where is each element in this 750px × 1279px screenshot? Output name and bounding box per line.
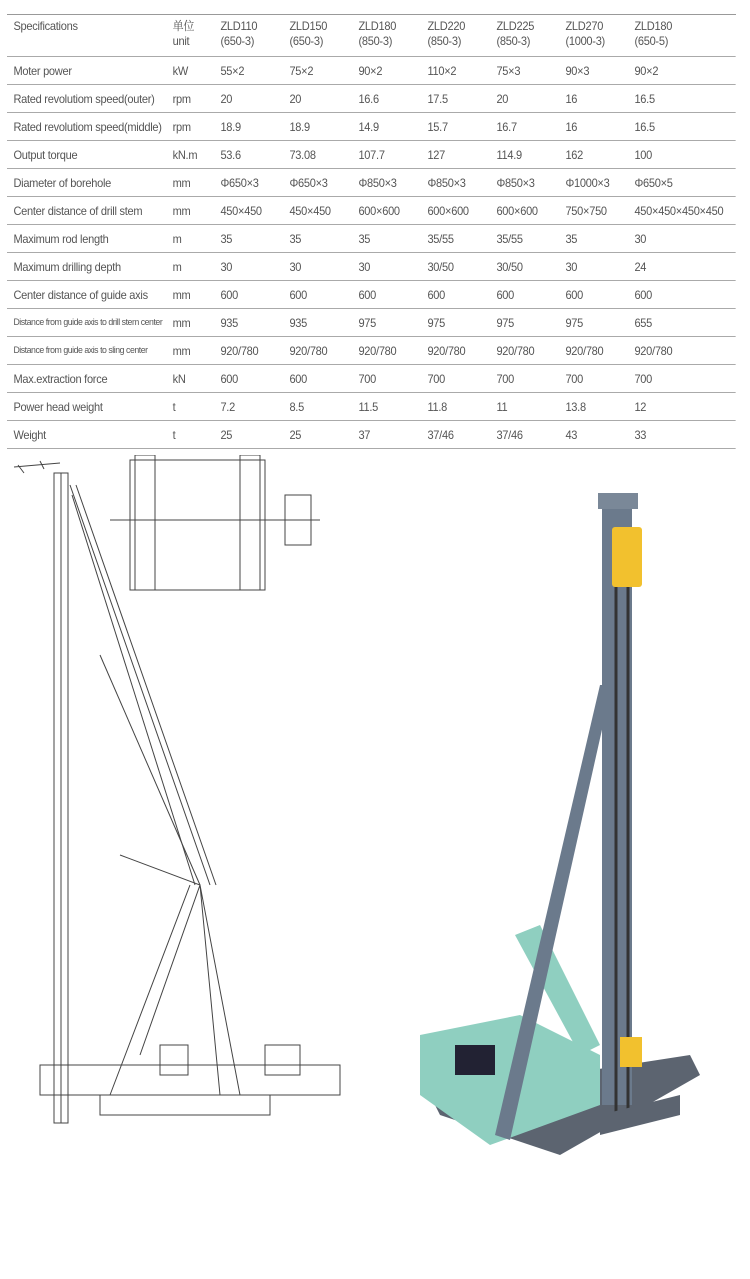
value-cell: 920/780 xyxy=(565,343,604,358)
value-cell: 35 xyxy=(565,231,578,246)
value-cell: 600×600 xyxy=(496,203,538,218)
table-row xyxy=(7,225,736,253)
value-cell: 600 xyxy=(358,287,377,302)
value-cell: 600 xyxy=(220,371,239,386)
value-cell: 16.6 xyxy=(358,91,379,106)
model-header xyxy=(358,19,427,49)
value-cell: 655 xyxy=(634,315,653,330)
value-cell: 600 xyxy=(634,287,653,302)
value-cell: 30/50 xyxy=(427,259,454,274)
value-cell: 114.9 xyxy=(496,147,522,162)
value-cell: 35/55 xyxy=(496,231,523,246)
technical-drawing xyxy=(14,455,340,1123)
unit-cell: rpm xyxy=(172,91,191,106)
value-cell: 37 xyxy=(358,427,371,442)
value-cell: 90×3 xyxy=(565,63,590,78)
spec-label: Center distance of drill stem xyxy=(13,203,143,218)
unit-cn: 单位 xyxy=(172,19,195,33)
value-cell: 450×450×450×450 xyxy=(634,203,724,218)
model-sub: (850-3) xyxy=(427,34,462,48)
value-cell: 11 xyxy=(496,399,508,414)
value-cell: Φ850×3 xyxy=(427,175,466,190)
value-cell: 17.5 xyxy=(427,91,448,106)
model-name: ZLD180 xyxy=(358,19,397,33)
value-cell: 30 xyxy=(634,231,647,246)
unit-cell: mm xyxy=(172,203,191,218)
value-cell: 25 xyxy=(220,427,233,442)
table-row xyxy=(7,57,736,85)
value-cell: 16 xyxy=(565,91,578,106)
model-sub: (850-3) xyxy=(496,34,531,48)
value-cell: 450×450 xyxy=(220,203,262,218)
value-cell: 600 xyxy=(496,287,515,302)
value-cell: 90×2 xyxy=(634,63,659,78)
unit-cell: mm xyxy=(172,287,191,302)
value-cell: 20 xyxy=(220,91,233,106)
value-cell: 110×2 xyxy=(427,63,457,78)
unit-cell: t xyxy=(172,427,176,442)
model-header xyxy=(289,19,358,49)
value-cell: 24 xyxy=(634,259,647,274)
value-cell: 700 xyxy=(358,371,377,386)
model-sub: (650-3) xyxy=(289,34,324,48)
model-sub: (850-3) xyxy=(358,34,393,48)
spec-label: Moter power xyxy=(13,63,72,78)
table-row xyxy=(7,309,736,337)
value-cell: 16.5 xyxy=(634,91,655,106)
table-row xyxy=(7,337,736,365)
value-cell: 73.08 xyxy=(289,147,316,162)
spec-label: Diameter of borehole xyxy=(13,175,112,190)
value-cell: 75×3 xyxy=(496,63,521,78)
value-cell: 11.8 xyxy=(427,399,448,414)
value-cell: 100 xyxy=(634,147,653,162)
value-cell: 43 xyxy=(565,427,578,442)
value-cell: 975 xyxy=(496,315,515,330)
value-cell: 920/780 xyxy=(634,343,673,358)
table-header xyxy=(7,15,736,57)
value-cell: 920/780 xyxy=(289,343,328,358)
value-cell: Φ650×3 xyxy=(220,175,259,190)
spec-label: Distance from guide axis to sling center xyxy=(13,345,148,356)
power-head xyxy=(612,527,642,587)
value-cell: 12 xyxy=(634,399,647,414)
value-cell: 30 xyxy=(289,259,302,274)
table-row xyxy=(7,141,736,169)
value-cell: 935 xyxy=(220,315,239,330)
value-cell: 13.8 xyxy=(565,399,586,414)
model-header xyxy=(565,19,634,49)
value-cell: 975 xyxy=(427,315,446,330)
unit-en: unit xyxy=(172,34,190,48)
model-sub: (1000-3) xyxy=(565,34,605,48)
value-cell: 35 xyxy=(289,231,302,246)
value-cell: 90×2 xyxy=(358,63,383,78)
value-cell: Φ650×3 xyxy=(289,175,328,190)
model-header xyxy=(220,19,289,49)
value-cell: 33 xyxy=(634,427,647,442)
model-sub: (650-5) xyxy=(634,34,669,48)
value-cell: 37/46 xyxy=(427,427,454,442)
table-row xyxy=(7,253,736,281)
value-cell: 11.5 xyxy=(358,399,379,414)
value-cell: 920/780 xyxy=(427,343,466,358)
table-row xyxy=(7,169,736,197)
spec-label: Distance from guide axis to drill stem center xyxy=(13,317,163,328)
unit-cell: mm xyxy=(172,175,191,190)
value-cell: 37/46 xyxy=(496,427,523,442)
model-name: ZLD220 xyxy=(427,19,466,33)
value-cell: 30 xyxy=(358,259,371,274)
value-cell: 20 xyxy=(496,91,509,106)
model-header xyxy=(427,19,496,49)
table-row xyxy=(7,421,736,449)
table-row xyxy=(7,197,736,225)
spec-label: Maximum drilling depth xyxy=(13,259,121,274)
value-cell: 600 xyxy=(565,287,584,302)
unit-cell: m xyxy=(172,231,182,246)
value-cell: 700 xyxy=(427,371,446,386)
value-cell: 35/55 xyxy=(427,231,454,246)
value-cell: 600 xyxy=(427,287,446,302)
value-cell: 600×600 xyxy=(427,203,469,218)
spec-label: Power head weight xyxy=(13,399,103,414)
spec-label: Maximum rod length xyxy=(13,231,109,246)
value-cell: 16.7 xyxy=(496,119,517,134)
spec-label: Weight xyxy=(13,427,46,442)
model-name: ZLD180 xyxy=(634,19,673,33)
drill-rig-illustrations xyxy=(0,455,750,1275)
value-cell: 700 xyxy=(634,371,653,386)
spec-label: Output torque xyxy=(13,147,78,162)
value-cell: 600 xyxy=(220,287,239,302)
unit-cell: mm xyxy=(172,343,191,358)
value-cell: 975 xyxy=(358,315,377,330)
value-cell: 750×750 xyxy=(565,203,607,218)
table-row xyxy=(7,365,736,393)
unit-cell: rpm xyxy=(172,119,191,134)
value-cell: 162 xyxy=(565,147,584,162)
value-cell: 55×2 xyxy=(220,63,245,78)
unit-cell: mm xyxy=(172,315,191,330)
value-cell: 35 xyxy=(358,231,371,246)
value-cell: Φ1000×3 xyxy=(565,175,610,190)
value-cell: 20 xyxy=(289,91,302,106)
table-row xyxy=(7,281,736,309)
value-cell: 450×450 xyxy=(289,203,331,218)
value-cell: 700 xyxy=(496,371,515,386)
value-cell: 53.6 xyxy=(220,147,241,162)
value-cell: Φ850×3 xyxy=(496,175,535,190)
value-cell: 8.5 xyxy=(289,399,304,414)
value-cell: Φ850×3 xyxy=(358,175,397,190)
spec-table xyxy=(7,14,736,449)
value-cell: 25 xyxy=(289,427,302,442)
value-cell: 30 xyxy=(565,259,578,274)
value-cell: 18.9 xyxy=(220,119,241,134)
value-cell: 16.5 xyxy=(634,119,655,134)
value-cell: 75×2 xyxy=(289,63,314,78)
value-cell: 7.2 xyxy=(220,399,235,414)
value-cell: 600×600 xyxy=(358,203,400,218)
spec-header: Specifications xyxy=(13,19,78,33)
model-sub: (650-3) xyxy=(220,34,255,48)
rig-3d-render xyxy=(420,493,700,1155)
value-cell: 920/780 xyxy=(220,343,259,358)
unit-cell: kW xyxy=(172,63,188,78)
unit-cell: t xyxy=(172,399,176,414)
model-name: ZLD225 xyxy=(496,19,535,33)
model-header xyxy=(496,19,565,49)
value-cell: 920/780 xyxy=(496,343,535,358)
value-cell: 35 xyxy=(220,231,233,246)
value-cell: 30/50 xyxy=(496,259,523,274)
table-row xyxy=(7,113,736,141)
value-cell: 16 xyxy=(565,119,578,134)
unit-cell: kN.m xyxy=(172,147,198,162)
model-name: ZLD270 xyxy=(565,19,604,33)
table-row xyxy=(7,85,736,113)
value-cell: 600 xyxy=(289,371,308,386)
value-cell: 30 xyxy=(220,259,233,274)
spec-label: Center distance of guide axis xyxy=(13,287,148,302)
value-cell: 127 xyxy=(427,147,446,162)
value-cell: 15.7 xyxy=(427,119,448,134)
value-cell: 600 xyxy=(289,287,308,302)
unit-header xyxy=(173,19,221,49)
unit-cell: kN xyxy=(172,371,186,386)
value-cell: 920/780 xyxy=(358,343,397,358)
table-row xyxy=(7,393,736,421)
value-cell: 14.9 xyxy=(358,119,379,134)
unit-cell: m xyxy=(172,259,182,274)
model-name: ZLD110 xyxy=(220,19,258,33)
value-cell: 935 xyxy=(289,315,308,330)
model-name: ZLD150 xyxy=(289,19,328,33)
value-cell: Φ650×5 xyxy=(634,175,673,190)
spec-label: Max.extraction force xyxy=(13,371,108,386)
value-cell: 975 xyxy=(565,315,584,330)
value-cell: 700 xyxy=(565,371,584,386)
spec-label: Rated revolutiom speed(middle) xyxy=(13,119,162,134)
value-cell: 18.9 xyxy=(289,119,310,134)
spec-label: Rated revolutiom speed(outer) xyxy=(13,91,155,106)
value-cell: 107.7 xyxy=(358,147,385,162)
model-header xyxy=(634,19,703,49)
